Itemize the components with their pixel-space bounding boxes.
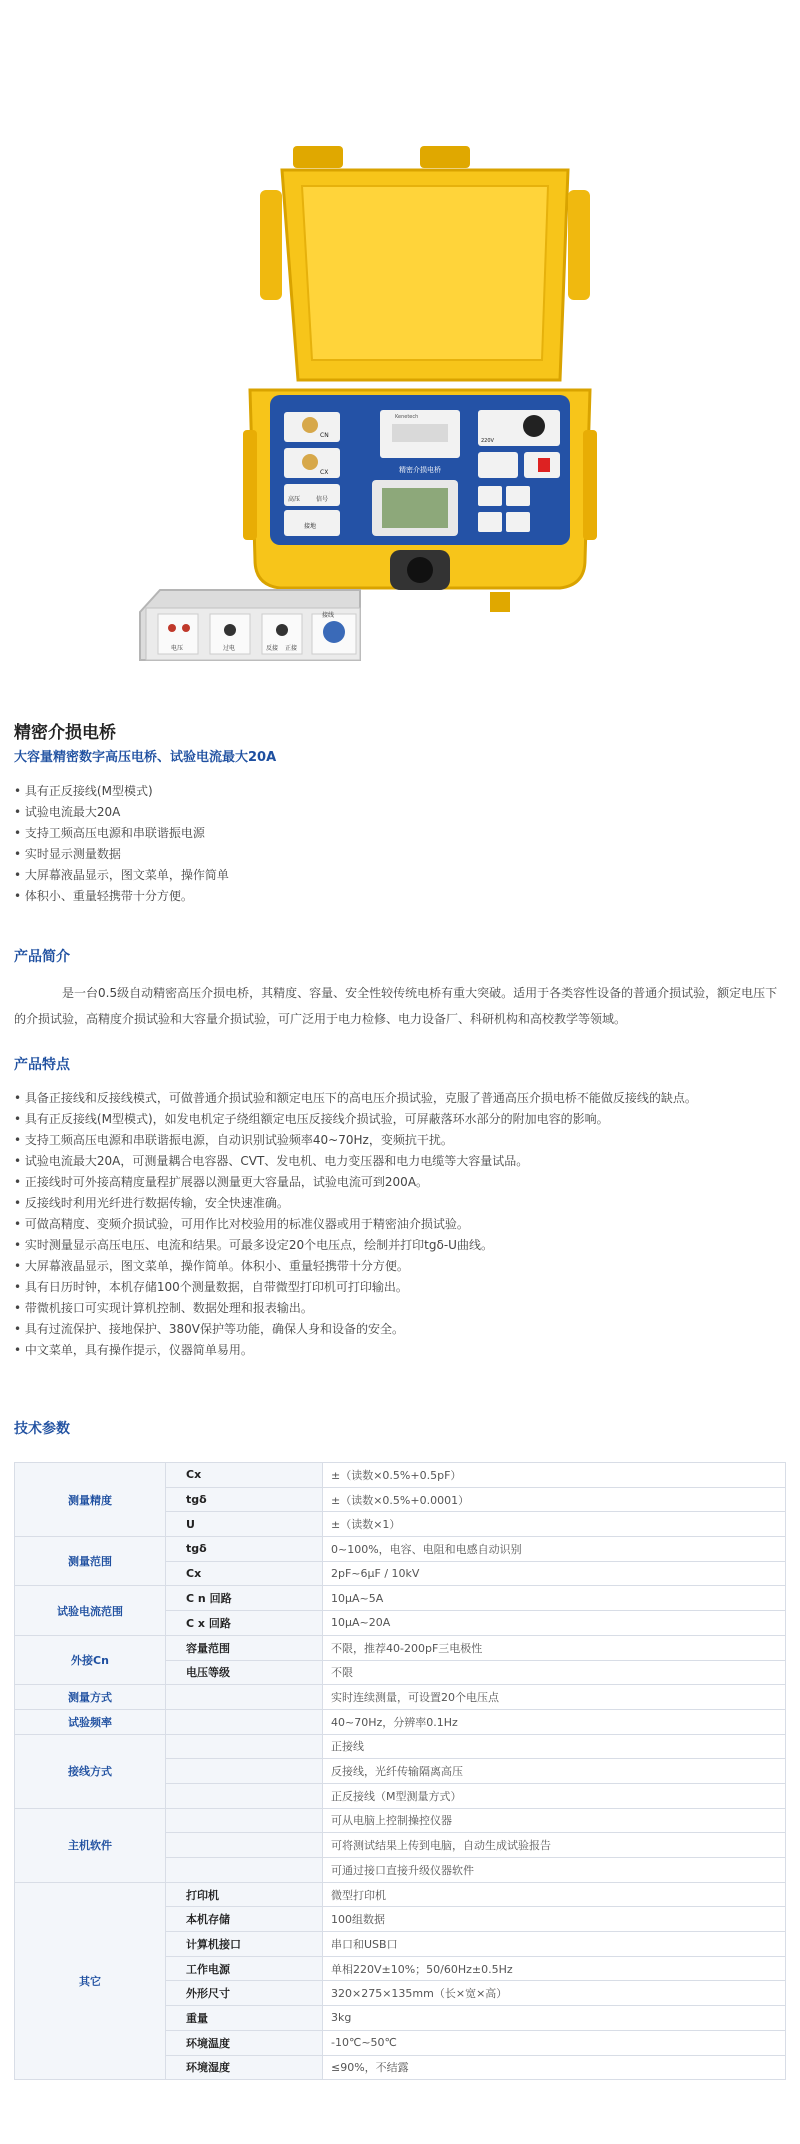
spec-sub: Cx: [166, 1561, 323, 1586]
list-item: • 大屏幕液晶显示，图文菜单，操作简单。体积小、重量轻携带十分方便。: [14, 1256, 697, 1277]
list-item: • 支持工频高压电源和串联谐振电源，自动识别试验频率40~70Hz，变频抗干扰。: [14, 1130, 697, 1151]
spec-value: -10℃~50℃: [323, 2030, 786, 2055]
cx-label: CX: [320, 469, 329, 476]
signal-terminal-label: 信号: [316, 496, 329, 503]
table-row: [15, 1635, 786, 1660]
spec-category: 其它: [15, 1882, 166, 2080]
spec-sub: U: [166, 1512, 323, 1537]
list-item: • 试验电流最大20A，可测量耦合电容器、CVT、发电机、电力变压器和电力电缆等大容量试品。: [14, 1151, 697, 1172]
spec-sub: [166, 1709, 323, 1734]
spec-sub: Cx: [166, 1463, 323, 1488]
spec-sub: 本机存储: [166, 1907, 323, 1932]
spec-sub: [166, 1685, 323, 1710]
spec-sub: tgδ: [166, 1487, 323, 1512]
list-item: • 支持工频高压电源和串联谐振电源: [14, 823, 229, 844]
spec-value: 微型打印机: [323, 1882, 786, 1907]
spec-sub: 电压等级: [166, 1660, 323, 1685]
box-label-3: 反接: [266, 645, 279, 652]
spec-category: 主机软件: [15, 1808, 166, 1882]
spec-value: 实时连续测量，可设置20个电压点: [323, 1685, 786, 1710]
list-item: • 大屏幕液晶显示，图文菜单，操作简单: [14, 865, 229, 886]
case-lid: [260, 146, 590, 380]
spec-sub: 工作电源: [166, 1956, 323, 1981]
table-row: [15, 1882, 786, 1907]
features-heading: 产品特点: [14, 1057, 70, 1073]
table-row: [15, 1709, 786, 1734]
spec-category: 接线方式: [15, 1734, 166, 1808]
spec-sub: [166, 1759, 323, 1784]
summary-list: [14, 781, 229, 907]
spec-value: 反接线，光纤传输隔离高压: [323, 1759, 786, 1784]
spec-sub: 重量: [166, 2006, 323, 2031]
accessory-box: [140, 590, 360, 660]
voltage-label: 220V: [481, 438, 494, 444]
list-item: • 正接线时可外接高精度量程扩展器以测量更大容量品，试验电流可到200A。: [14, 1172, 697, 1193]
brand-label: Kenetech: [395, 414, 419, 420]
spec-value: 40~70Hz，分辨率0.1Hz: [323, 1709, 786, 1734]
specs-heading: 技术参数: [14, 1421, 70, 1437]
intro-text: 是一台0.5级自动精密高压介损电桥，其精度、容量、安全性较传统电桥有重大突破。适用于各类容性设备的普通介损试验，额定电压下的介损试验，高精度介损试验和大容量介损试验，可广泛用于电力检修、电力设备厂、科研机构和高校教学等领域。: [14, 986, 778, 1026]
ground-label: 接地: [304, 523, 317, 530]
product-subtitle: 大容量精密数字高压电桥、试验电流最大20A: [14, 750, 277, 765]
list-item: • 带微机接口可实现计算机控制、数据处理和报表输出。: [14, 1298, 697, 1319]
spec-value: 10μA~20A: [323, 1611, 786, 1636]
table-row: [15, 1734, 786, 1759]
list-item: • 具有正反接线(M型模式)，如发电机定子绕组额定电压反接线介损试验，可屏蔽落环水部分的附加电容的影响。: [14, 1109, 697, 1130]
spec-category: 测量方式: [15, 1685, 166, 1710]
table-row: [15, 1463, 786, 1488]
table-row: [15, 1586, 786, 1611]
case-base: [243, 390, 597, 612]
spec-value: 100组数据: [323, 1907, 786, 1932]
spec-value: 单相220V±10%；50/60Hz±0.5Hz: [323, 1956, 786, 1981]
features-list: [14, 1088, 697, 1361]
spec-value: ≤90%，不结露: [323, 2055, 786, 2080]
list-item: • 反接线时利用光纤进行数据传输，安全快速准确。: [14, 1193, 697, 1214]
spec-value: 可从电脑上控制操控仪器: [323, 1808, 786, 1833]
spec-value: ±（读数×0.5%+0.0001）: [323, 1487, 786, 1512]
list-item: • 具有日历时钟，本机存储100个测量数据，自带微型打印机可打印输出。: [14, 1277, 697, 1298]
list-item: • 试验电流最大20A: [14, 802, 229, 823]
list-item: • 具备正接线和反接线模式，可做普通介损试验和额定电压下的高电压介损试验，克服了普通高压介损电桥不能做反接线的缺点。: [14, 1088, 697, 1109]
spec-value: 串口和USB口: [323, 1932, 786, 1957]
device-name-label: 精密介损电桥: [399, 466, 441, 474]
spec-sub: [166, 1808, 323, 1833]
spec-sub: 容量范围: [166, 1635, 323, 1660]
table-row: [15, 1685, 786, 1710]
spec-category: 试验频率: [15, 1709, 166, 1734]
table-row: [15, 1537, 786, 1562]
spec-sub: 环境湿度: [166, 2055, 323, 2080]
spec-value: 正接线: [323, 1734, 786, 1759]
spec-value: ±（读数×0.5%+0.5pF）: [323, 1463, 786, 1488]
spec-sub: [166, 1833, 323, 1858]
spec-category: 测量精度: [15, 1463, 166, 1537]
spec-sub: C n 回路: [166, 1586, 323, 1611]
spec-sub: 环境温度: [166, 2030, 323, 2055]
spec-value: 可将测试结果上传到电脑，自动生成试验报告: [323, 1833, 786, 1858]
spec-sub: tgδ: [166, 1537, 323, 1562]
spec-category: 试验电流范围: [15, 1586, 166, 1635]
spec-sub: [166, 1734, 323, 1759]
spec-sub: C x 回路: [166, 1611, 323, 1636]
spec-sub: 计算机接口: [166, 1932, 323, 1957]
box-label-4: 正接: [285, 645, 298, 652]
spec-sub: [166, 1858, 323, 1883]
spec-value: 3kg: [323, 2006, 786, 2031]
spec-value: 正反接线（M型测量方式）: [323, 1783, 786, 1808]
list-item: • 实时测量显示高压电压、电流和结果。可最多设定20个电压点，绘制并打印tgδ-U曲线。: [14, 1235, 697, 1256]
spec-value: 不限: [323, 1660, 786, 1685]
list-item: • 具有过流保护、接地保护、380V保护等功能，确保人身和设备的安全。: [14, 1319, 697, 1340]
table-row: [15, 1808, 786, 1833]
box-label-2: 过电: [223, 645, 236, 652]
spec-category: 外接Cn: [15, 1635, 166, 1684]
spec-value: 10μA~5A: [323, 1586, 786, 1611]
intro-heading: 产品简介: [14, 949, 70, 965]
list-item: • 中文菜单，具有操作提示，仪器简单易用。: [14, 1340, 697, 1361]
spec-value: 0~100%，电容、电阻和电感自动识别: [323, 1537, 786, 1562]
list-item: • 体积小、重量轻携带十分方便。: [14, 886, 229, 907]
list-item: • 实时显示测量数据: [14, 844, 229, 865]
spec-table: [14, 1462, 786, 2080]
spec-sub: 外形尺寸: [166, 1981, 323, 2006]
hv-terminal-label: 高压: [288, 496, 301, 503]
spec-value: 可通过接口直接升级仪器软件: [323, 1858, 786, 1883]
cn-label: CN: [320, 432, 329, 439]
list-item: • 可做高精度、变频介损试验，可用作比对校验用的标准仪器或用于精密油介损试验。: [14, 1214, 697, 1235]
spec-value: 不限，推荐40-200pF三电极性: [323, 1635, 786, 1660]
spec-value: ±（读数×1）: [323, 1512, 786, 1537]
spec-category: 测量范围: [15, 1537, 166, 1586]
box-label-1: 电压: [171, 645, 184, 652]
list-item: • 具有正反接线(M型模式): [14, 781, 229, 802]
spec-sub: 打印机: [166, 1882, 323, 1907]
spec-value: 320×275×135mm（长×宽×高）: [323, 1981, 786, 2006]
spec-sub: [166, 1783, 323, 1808]
product-title: 精密介损电桥: [14, 723, 116, 743]
product-image: [0, 0, 800, 700]
spec-value: 2pF~6μF / 10kV: [323, 1561, 786, 1586]
box-label-5: 接线: [322, 612, 335, 619]
